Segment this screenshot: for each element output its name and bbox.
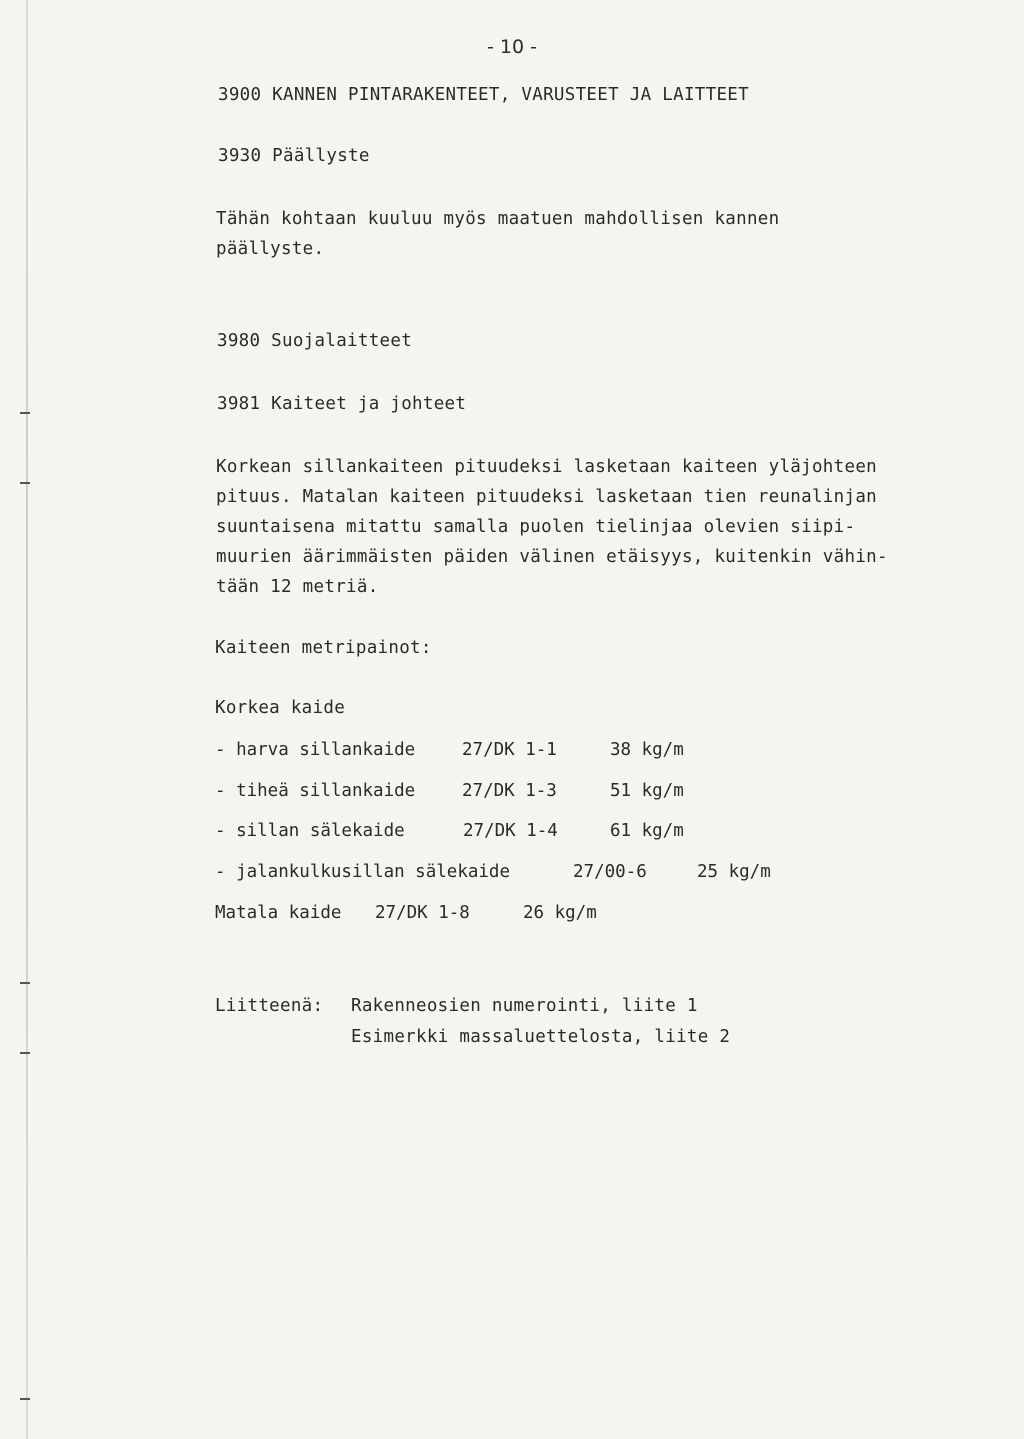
margin-mark bbox=[20, 982, 30, 984]
paragraph-3930-line: päällyste. bbox=[216, 239, 325, 259]
korkea-kaide-label: Korkea kaide bbox=[215, 698, 346, 718]
rail-code: 27/DK 1-8 bbox=[375, 903, 470, 923]
attachments-label: Liitteenä: bbox=[215, 996, 324, 1016]
paragraph-3981-line: muurien äärimmäisten päiden välinen etäisyys, kuitenkin vähin- bbox=[216, 547, 888, 567]
rail-code: 27/DK 1-1 bbox=[462, 740, 557, 760]
binding-edge bbox=[26, 0, 28, 1439]
rail-weight: 25 kg/m bbox=[697, 862, 771, 882]
page-number: - 10 - bbox=[487, 36, 537, 58]
rail-name: - sillan sälekaide bbox=[215, 821, 405, 841]
rail-code: 27/DK 1-3 bbox=[462, 781, 557, 801]
rail-name: - harva sillankaide bbox=[215, 740, 416, 760]
rail-name: - tiheä sillankaide bbox=[215, 781, 416, 801]
margin-mark bbox=[20, 1398, 30, 1400]
margin-mark bbox=[20, 1052, 30, 1054]
weight-row bbox=[215, 820, 684, 842]
attachment-item: Esimerkki massaluettelosta, liite 2 bbox=[351, 1027, 731, 1047]
paragraph-3981-line: pituus. Matalan kaiteen pituudeksi lasketaan tien reunalinjan bbox=[216, 487, 877, 507]
heading-3930: 3930 Päällyste bbox=[218, 146, 370, 166]
weight-row bbox=[215, 861, 771, 883]
heading-main: 3900 KANNEN PINTARAKENTEET, VARUSTEET JA LAITTEET bbox=[218, 85, 749, 105]
rail-code: 27/DK 1-4 bbox=[463, 821, 558, 841]
paragraph-3981-line: Korkean sillankaiteen pituudeksi lasketaan kaiteen yläjohteen bbox=[216, 457, 877, 477]
rail-weight: 26 kg/m bbox=[523, 903, 597, 923]
heading-3980: 3980 Suojalaitteet bbox=[217, 331, 413, 351]
rail-code: 27/00-6 bbox=[573, 862, 647, 882]
attachment-item: Rakenneosien numerointi, liite 1 bbox=[351, 996, 698, 1016]
rail-name: Matala kaide bbox=[215, 903, 342, 923]
weight-row bbox=[215, 902, 597, 924]
rail-weight: 51 kg/m bbox=[610, 781, 684, 801]
rail-weight: 61 kg/m bbox=[610, 821, 684, 841]
paragraph-3930-line: Tähän kohtaan kuuluu myös maatuen mahdollisen kannen bbox=[216, 209, 780, 229]
paragraph-3981-line: tään 12 metriä. bbox=[216, 577, 379, 597]
weight-row bbox=[215, 780, 684, 802]
weights-intro: Kaiteen metripainot: bbox=[215, 638, 432, 658]
heading-3981: 3981 Kaiteet ja johteet bbox=[217, 394, 467, 414]
rail-weight: 38 kg/m bbox=[610, 740, 684, 760]
paragraph-3981-line: suuntaisena mitattu samalla puolen tielinjaa olevien siipi- bbox=[216, 517, 856, 537]
weight-row bbox=[215, 739, 684, 761]
margin-mark bbox=[20, 482, 30, 484]
rail-name: - jalankulkusillan sälekaide bbox=[215, 862, 511, 882]
margin-mark bbox=[20, 412, 30, 414]
